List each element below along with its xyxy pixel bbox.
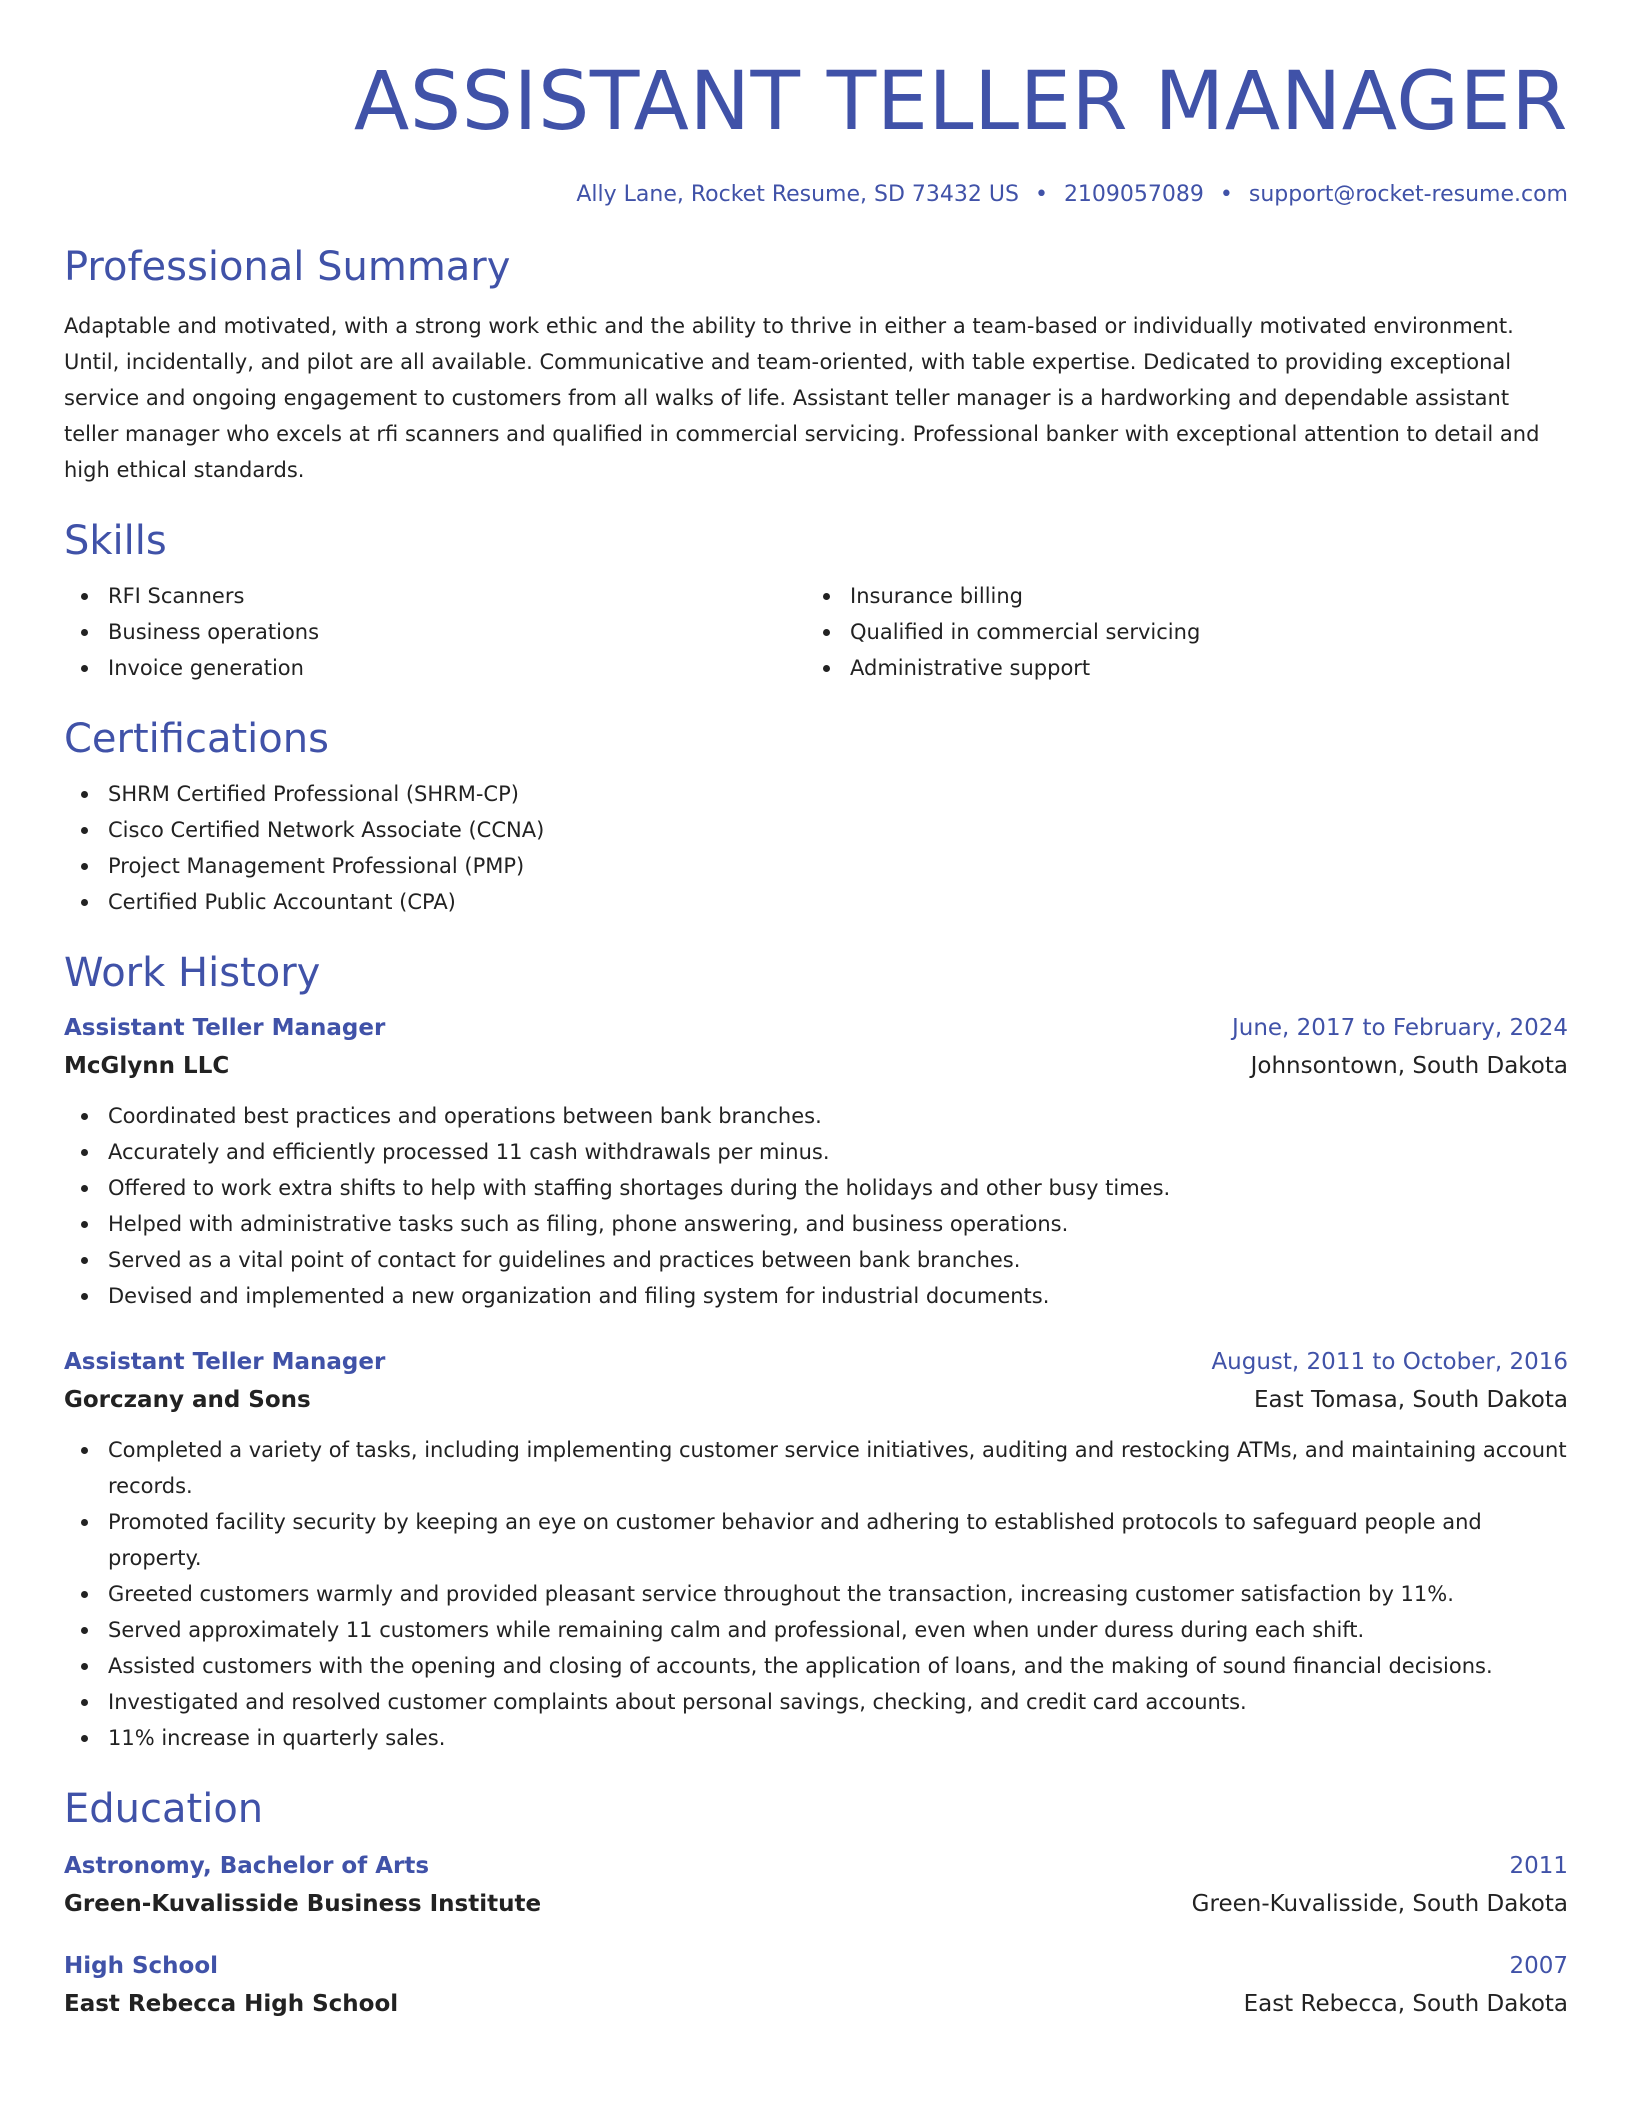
- job-company: McGlynn LLC: [64, 1053, 230, 1079]
- job-dates: August, 2011 to October, 2016: [1211, 1349, 1568, 1375]
- education-header-row: [64, 1848, 1568, 1884]
- education-header-row: [64, 1948, 1568, 1984]
- job-bullets: [64, 1432, 1568, 1756]
- job-title: Assistant Teller Manager: [64, 1015, 386, 1041]
- contact-separator: •: [1034, 182, 1048, 207]
- certification-item: Certified Public Accountant (CPA): [64, 884, 1568, 920]
- education-year: 2011: [1509, 1853, 1568, 1879]
- skills-heading: Skills: [64, 518, 167, 564]
- education-location: Green-Kuvalisside, South Dakota: [1191, 1891, 1568, 1917]
- job-company-row: [64, 1380, 1568, 1420]
- job-bullet: Offered to work extra shifts to help with staffing shortages during the holidays and other busy times.: [64, 1170, 1568, 1206]
- job-header-row: [64, 1344, 1568, 1380]
- education-school: East Rebecca High School: [64, 1991, 399, 2017]
- education-entry: [64, 1948, 1568, 2024]
- summary-heading: Professional Summary: [64, 244, 511, 290]
- job-title: Assistant Teller Manager: [64, 1349, 386, 1375]
- certification-item: Cisco Certified Network Associate (CCNA): [64, 812, 1568, 848]
- contact-address: Ally Lane, Rocket Resume, SD 73432 US: [576, 182, 1019, 207]
- education-degree: Astronomy, Bachelor of Arts: [64, 1853, 430, 1879]
- summary-text: Adaptable and motivated, with a strong work ethic and the ability to thrive in either a team-based or individually motivated environment. Until, incidentally, and pilot are all available. Communicative and team-oriented, with table expertise. Dedicated to providing exceptional service and ongoing engagement to customers from all walks of life. Assistant teller manager is a hardworking and dependable assistant teller manager who excels at rfi scanners and qualified in commercial servicing. Professional banker with exceptional attention to detail and high ethical standards.: [64, 314, 1540, 482]
- work-history-heading: Work History: [64, 950, 321, 996]
- certification-item: Project Management Professional (PMP): [64, 848, 1568, 884]
- job-entry: [64, 1344, 1568, 1756]
- education-school: Green-Kuvalisside Business Institute: [64, 1891, 542, 1917]
- education-heading: Education: [64, 1786, 264, 1832]
- education-location: East Rebecca, South Dakota: [1243, 1991, 1568, 2017]
- job-header-row: [64, 1010, 1568, 1046]
- skill-item: Invoice generation: [64, 650, 806, 686]
- job-location: East Tomasa, South Dakota: [1254, 1387, 1568, 1413]
- skill-item: Insurance billing: [806, 578, 1548, 614]
- certifications-heading: Certifications: [64, 716, 329, 762]
- job-bullet: Accurately and efficiently processed 11 cash withdrawals per minus.: [64, 1134, 1568, 1170]
- contact-separator: •: [1219, 182, 1233, 207]
- contact-line: [64, 180, 1568, 210]
- skill-item: Business operations: [64, 614, 806, 650]
- job-location: Johnsontown, South Dakota: [1250, 1053, 1568, 1079]
- job-bullets: [64, 1098, 1568, 1314]
- job-company: Gorczany and Sons: [64, 1387, 311, 1413]
- contact-phone: 2109057089: [1063, 182, 1204, 207]
- education-degree: High School: [64, 1953, 219, 1979]
- job-bullet: Investigated and resolved customer complaints about personal savings, checking, and credit card accounts.: [64, 1684, 1568, 1720]
- skills-grid: [64, 578, 1568, 686]
- job-bullet: Devised and implemented a new organization and filing system for industrial documents.: [64, 1278, 1568, 1314]
- job-bullet: Greeted customers warmly and provided pleasant service throughout the transaction, increasing customer satisfaction by 11%.: [64, 1576, 1568, 1612]
- education-school-row: [64, 1884, 1568, 1924]
- skills-list-right: [806, 578, 1548, 686]
- job-company-row: [64, 1046, 1568, 1086]
- certifications-list: [64, 776, 1568, 920]
- job-bullet: Helped with administrative tasks such as filing, phone answering, and business operations.: [64, 1206, 1568, 1242]
- skill-item: RFI Scanners: [64, 578, 806, 614]
- resume-title: ASSISTANT TELLER MANAGER: [353, 55, 1568, 149]
- education-entry: [64, 1848, 1568, 1924]
- job-bullet: 11% increase in quarterly sales.: [64, 1720, 1568, 1756]
- skill-item: Administrative support: [806, 650, 1548, 686]
- job-entry: [64, 1010, 1568, 1314]
- education-year: 2007: [1509, 1953, 1568, 1979]
- job-bullet: Served as a vital point of contact for guidelines and practices between bank branches.: [64, 1242, 1568, 1278]
- education-school-row: [64, 1984, 1568, 2024]
- contact-email: support@rocket-resume.com: [1248, 182, 1568, 207]
- job-bullet: Served approximately 11 customers while remaining calm and professional, even when under duress during each shift.: [64, 1612, 1568, 1648]
- job-bullet: Assisted customers with the opening and closing of accounts, the application of loans, and the making of sound financial decisions.: [64, 1648, 1568, 1684]
- job-bullet: Completed a variety of tasks, including implementing customer service initiatives, auditing and restocking ATMs, and maintaining account records.: [64, 1432, 1568, 1504]
- skill-item: Qualified in commercial servicing: [806, 614, 1548, 650]
- job-bullet: Promoted facility security by keeping an eye on customer behavior and adhering to established protocols to safeguard people and property.: [64, 1504, 1568, 1576]
- job-bullet: Coordinated best practices and operations between bank branches.: [64, 1098, 1568, 1134]
- job-dates: June, 2017 to February, 2024: [1231, 1015, 1568, 1041]
- certification-item: SHRM Certified Professional (SHRM-CP): [64, 776, 1568, 812]
- skills-list-left: [64, 578, 806, 686]
